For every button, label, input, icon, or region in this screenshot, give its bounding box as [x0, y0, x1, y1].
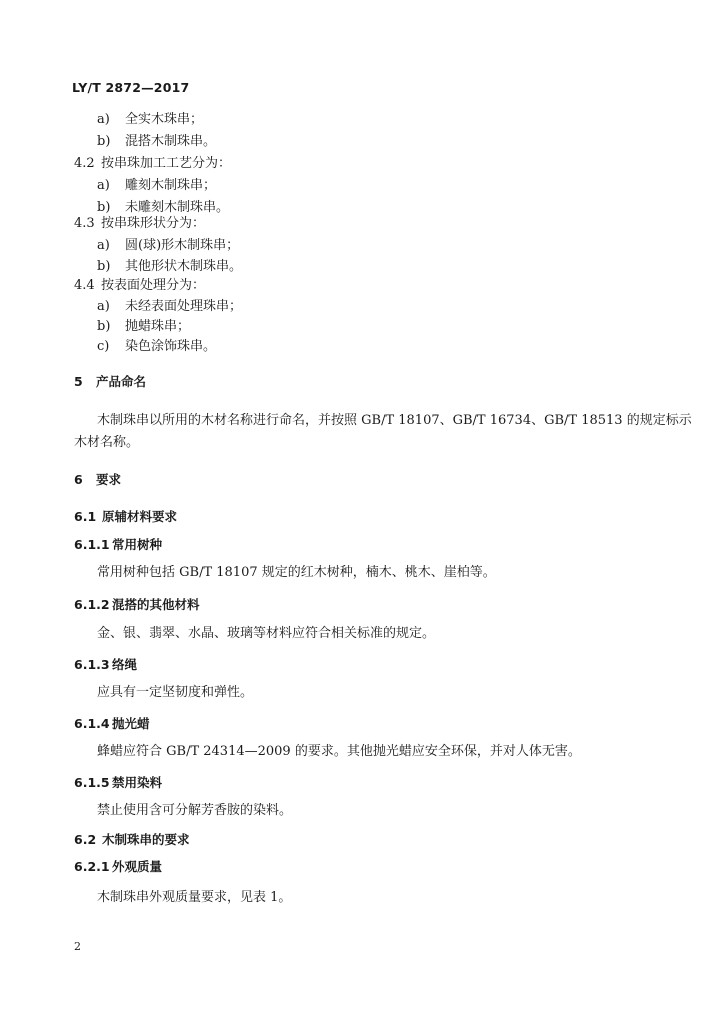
clause-number: 6.2.1	[74, 859, 110, 874]
clause-number: 6.1.5	[74, 775, 110, 790]
list-item-text: 未经表面处理珠串；	[125, 299, 243, 314]
clause-6-1-heading	[74, 509, 177, 525]
clause-6-1-3-heading	[74, 657, 137, 673]
list-item	[97, 200, 229, 216]
clause-6-1-5-heading	[74, 775, 162, 791]
clause-text: 按表面处理分为：	[101, 278, 206, 293]
clause-title: 原辅材料要求	[102, 509, 178, 524]
clause-6-1-1-heading	[74, 537, 162, 553]
section-title: 要求	[96, 472, 122, 487]
clause-title: 络绳	[112, 657, 138, 672]
clause-6-2-1-text: 木制珠串外观质量要求，见表 1。	[97, 890, 292, 905]
list-item-text: 抛蜡珠串；	[125, 319, 191, 334]
section-5-paragraph-line-1: 木制珠串以所用的木材名称进行命名，并按照 GB/T 18107、GB/T 16734、GB/T 18513 的规定标示	[97, 413, 692, 428]
standard-code: LY/T 2872—2017	[72, 80, 190, 95]
list-item-label: a)	[97, 178, 110, 193]
clause-text: 按串珠加工工艺分为：	[101, 156, 232, 171]
list-item-label: b)	[97, 134, 111, 149]
clause-6-1-4-heading	[74, 716, 150, 732]
list-item	[97, 238, 239, 254]
list-item-text: 其他形状木制珠串。	[125, 259, 243, 274]
page-number: 2	[74, 940, 81, 953]
list-item-text: 全实木珠串；	[125, 112, 204, 127]
list-item	[97, 112, 203, 128]
clause-number: 4.4	[74, 278, 95, 293]
list-item	[97, 178, 216, 194]
clause-number: 6.1	[74, 509, 97, 524]
clause-number: 4.2	[74, 156, 95, 171]
list-item-label: a)	[97, 112, 110, 127]
clause-4-4	[74, 278, 205, 294]
section-5-paragraph-line-2: 木材名称。	[74, 435, 140, 450]
clause-6-2-1-heading	[74, 859, 162, 875]
list-item-label: a)	[97, 299, 110, 314]
clause-4-2	[74, 156, 231, 172]
clause-title: 禁用染料	[112, 775, 163, 790]
clause-number: 6.1.4	[74, 716, 110, 731]
section-number: 6	[74, 472, 83, 487]
list-item	[97, 319, 190, 335]
clause-number: 6.1.2	[74, 597, 110, 612]
clause-title: 木制珠串的要求	[102, 832, 190, 847]
clause-4-3	[74, 216, 205, 232]
clause-title: 外观质量	[112, 859, 163, 874]
list-item	[97, 259, 242, 275]
clause-6-1-4-text: 蜂蜡应符合 GB/T 24314—2009 的要求。其他抛光蜡应安全环保，并对人体无害。	[97, 744, 581, 759]
clause-number: 6.1.3	[74, 657, 110, 672]
list-item-text: 雕刻木制珠串；	[125, 178, 217, 193]
list-item-text: 混搭木制珠串。	[125, 134, 217, 149]
section-6-heading	[74, 472, 121, 488]
clause-number: 6.1.1	[74, 537, 110, 552]
clause-number: 6.2	[74, 832, 97, 847]
clause-6-2-heading	[74, 832, 190, 848]
list-item-label: b)	[97, 259, 111, 274]
list-item-label: b)	[97, 200, 111, 215]
clause-6-1-2-text: 金、银、翡翠、水晶、玻璃等材料应符合相关标准的规定。	[97, 626, 436, 641]
list-item-text: 未雕刻木制珠串。	[125, 200, 230, 215]
list-item-label: b)	[97, 319, 111, 334]
section-title: 产品命名	[96, 374, 147, 389]
clause-number: 4.3	[74, 216, 95, 231]
clause-6-1-2-heading	[74, 597, 200, 613]
section-number: 5	[74, 374, 83, 389]
list-item-label: a)	[97, 238, 110, 253]
clause-title: 抛光蜡	[112, 716, 150, 731]
list-item-text: 圆(球)形木制珠串；	[125, 238, 240, 253]
clause-title: 混搭的其他材料	[112, 597, 200, 612]
list-item-text: 染色涂饰珠串。	[125, 339, 217, 354]
clause-text: 按串珠形状分为：	[101, 216, 206, 231]
clause-6-1-5-text: 禁止使用含可分解芳香胺的染料。	[97, 803, 293, 818]
list-item	[97, 134, 216, 150]
section-5-heading	[74, 374, 146, 390]
clause-title: 常用树种	[112, 537, 163, 552]
list-item	[97, 339, 216, 355]
clause-6-1-3-text: 应具有一定坚韧度和弹性。	[97, 685, 254, 700]
clause-6-1-1-text: 常用树种包括 GB/T 18107 规定的红木树种，楠木、桃木、崖柏等。	[97, 565, 496, 580]
list-item-label: c)	[97, 339, 110, 354]
list-item	[97, 299, 242, 315]
